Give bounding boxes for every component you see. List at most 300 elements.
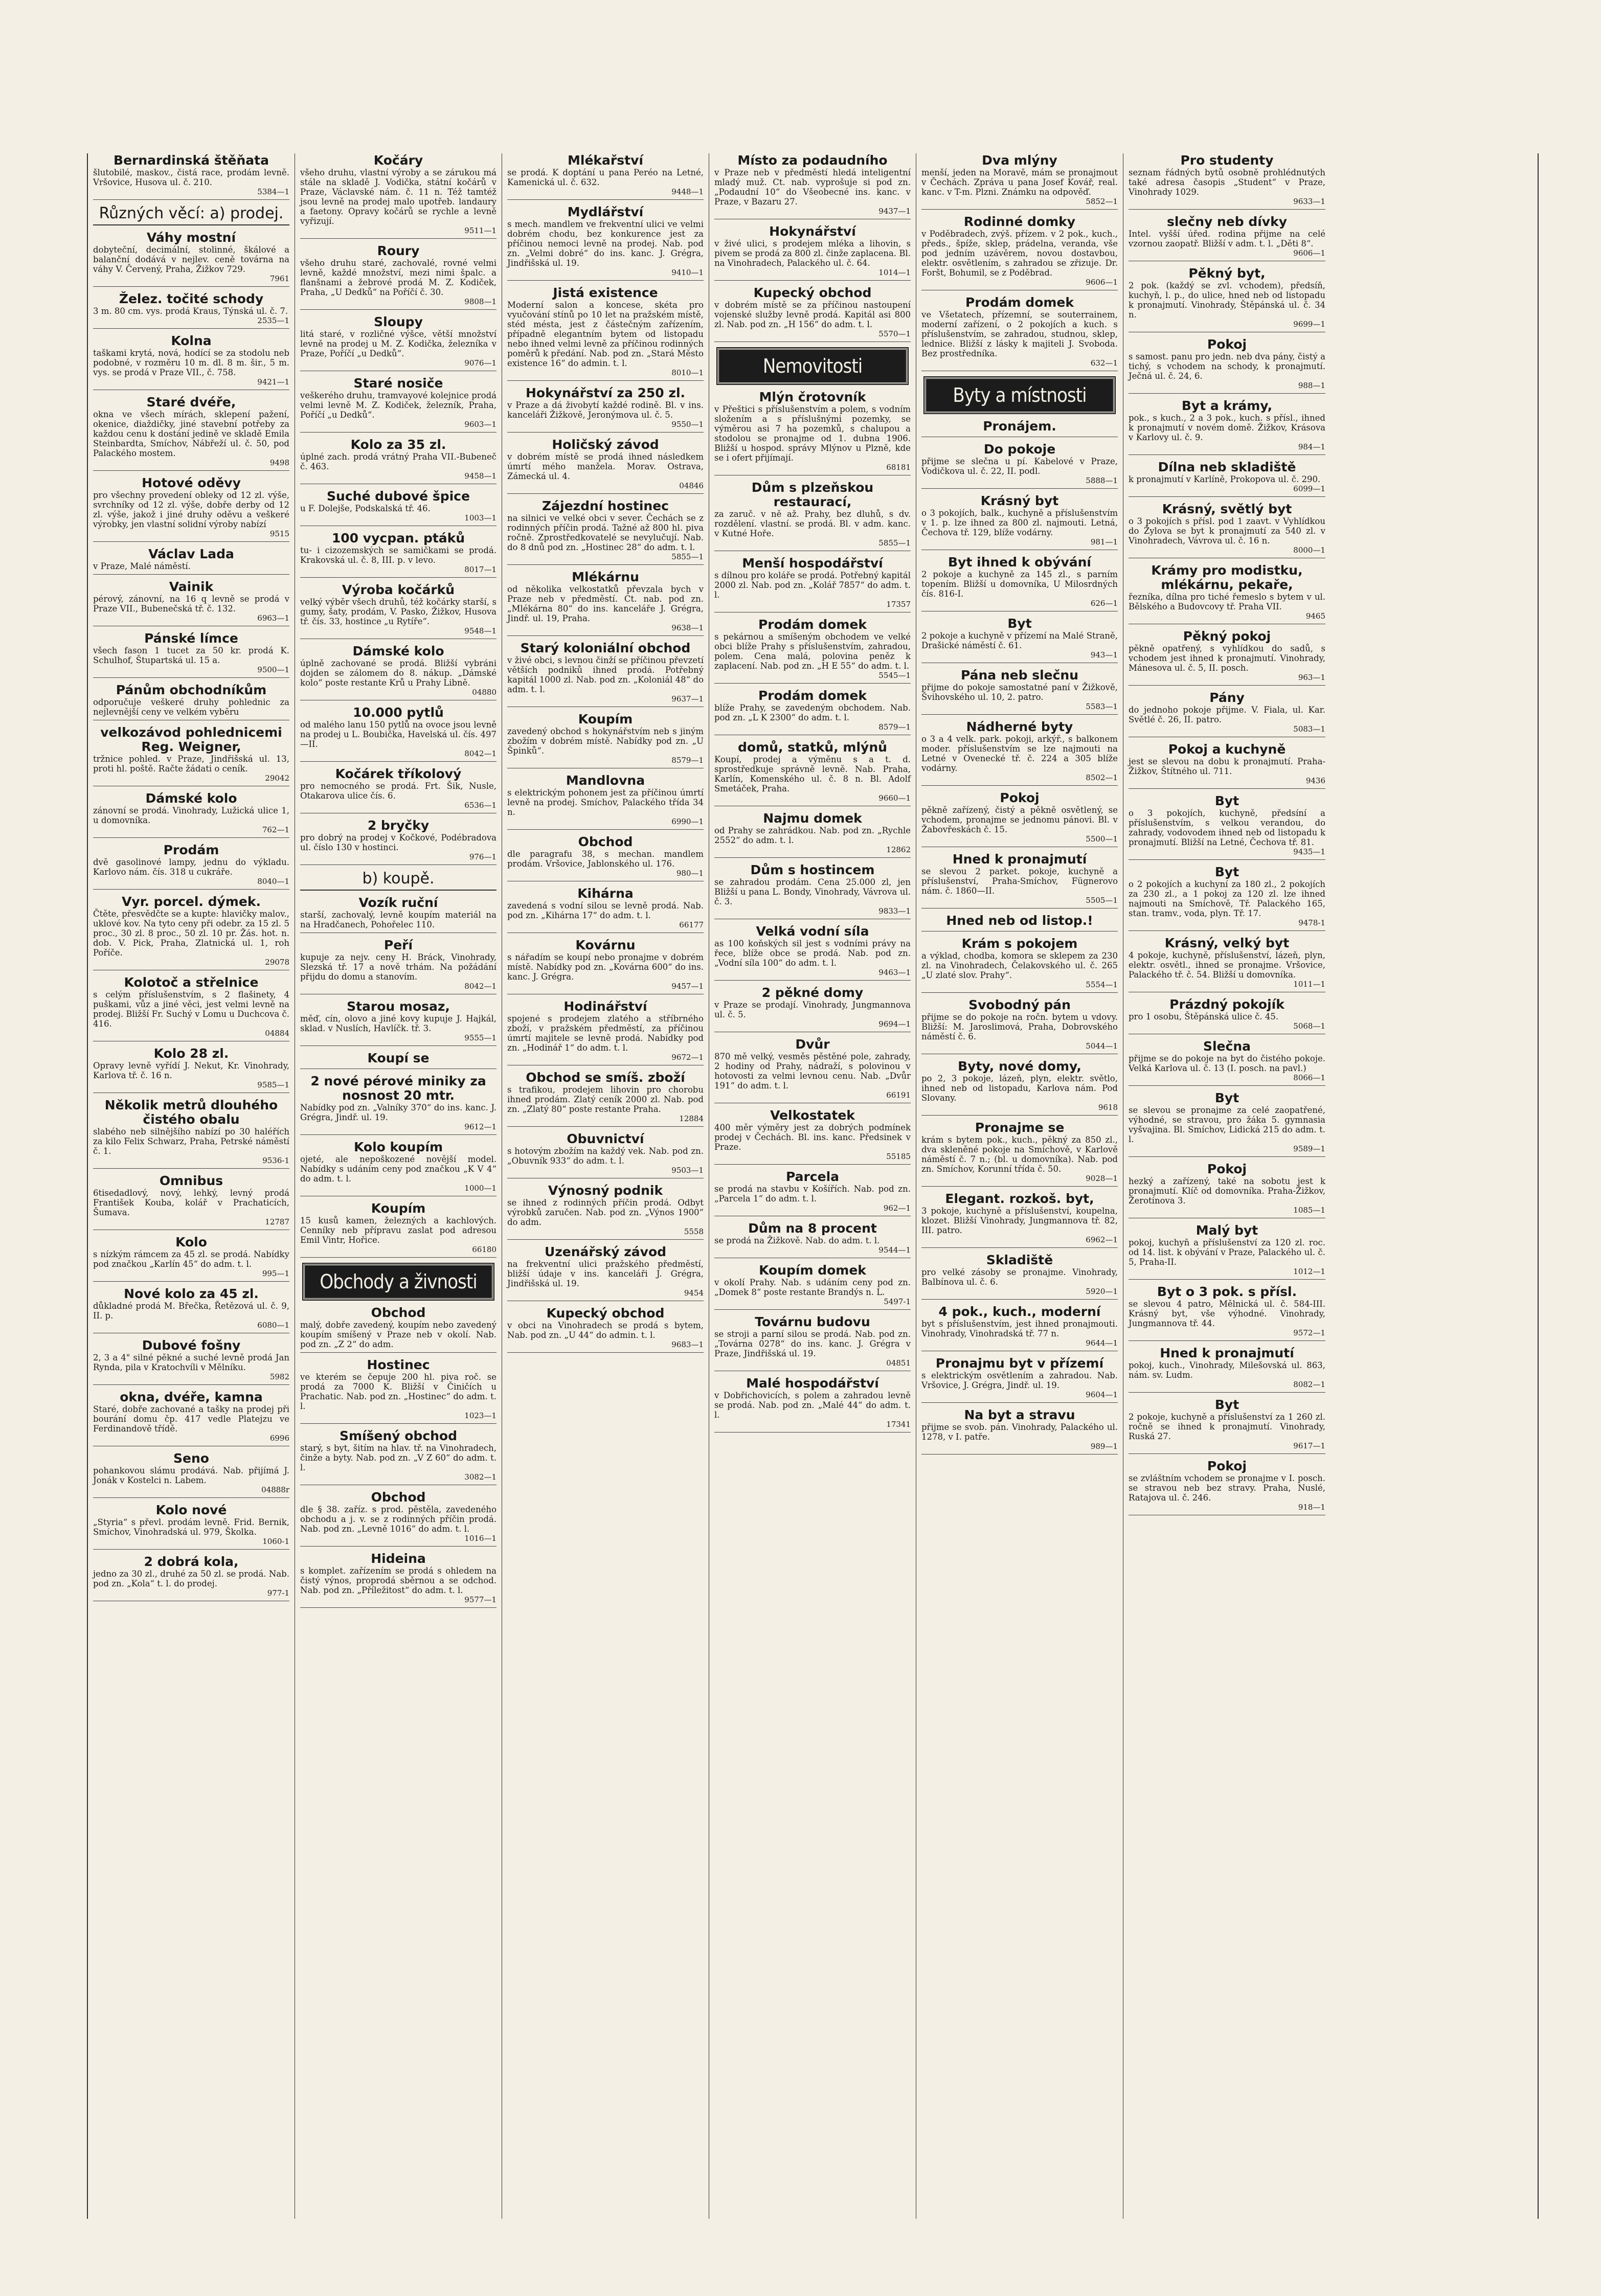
- ad-reference-number: 9548—1: [464, 626, 497, 635]
- classified-ad: [93, 231, 289, 287]
- ad-reference-number: 9463—1: [878, 968, 911, 977]
- ad-title: Pána neb slečnu: [960, 668, 1079, 683]
- ad-title: Pro studenty: [1180, 153, 1274, 168]
- ad-title: Výroba kočárků: [342, 582, 455, 597]
- ad-reference-number: 66177: [679, 920, 704, 929]
- ad-reference-number: 6080—1: [257, 1321, 289, 1330]
- ad-reference-number: 1000—1: [464, 1184, 497, 1193]
- ad-reference-number: 9617—1: [1293, 1441, 1325, 1450]
- ad-reference-number: 9699—1: [1293, 320, 1325, 329]
- classified-ad: [1129, 997, 1325, 1034]
- classified-ad: [921, 852, 1118, 908]
- ad-title: Kupecký obchod: [753, 285, 872, 300]
- ad-title: velkozávod pohlednicemi Reg. Weigner,: [100, 725, 282, 754]
- ad-body: byt s příslušenstvím, jest ihned pronajmouti. Vinohrady, Vinohradská tř. 77 n.: [921, 1319, 1118, 1338]
- ad-body: tržnice pohled. v Praze, Jindřišská ul. 13, proti hl. poště. Račte žádati o ceník.: [93, 754, 289, 774]
- ad-title: Elegant. rozkoš. byt,: [945, 1191, 1094, 1206]
- ad-reference-number: 9500—1: [257, 665, 289, 674]
- ad-body: s nářadím se koupí nebo pronajme v dobrém místě. Nabídky pod zn. „Kovárna 600“ do ins. kanc. J. Grégra.: [507, 952, 704, 982]
- classified-ad: [921, 1356, 1118, 1403]
- classified-ad: [300, 938, 497, 994]
- ad-reference-number: 9498: [269, 458, 289, 467]
- ad-body: ojeté, ale nepoškozené novější model. Nabídky s udáním ceny pod značkou „K V 4“ do adm. t. l.: [300, 1154, 497, 1184]
- ad-body: v Praze, Malé náměstí.: [93, 561, 191, 571]
- classified-ad: [93, 1287, 289, 1333]
- section-banner: Obchody a živnosti: [303, 1264, 493, 1300]
- ad-body: do jednoho pokoje přijme. V. Fiala, ul. Kar. Světlé č. 26, II. patro.: [1129, 705, 1325, 724]
- ad-body: všech fason 1 tucet za 50 kr. prodá K. Schulhof, Štupartská ul. 15 a.: [93, 646, 289, 665]
- ad-reference-number: 9503—1: [671, 1166, 704, 1175]
- ad-body: 3 m. 80 cm. vys. prodá Kraus, Týnská ul. č. 7.: [93, 306, 288, 316]
- classified-ad: [93, 1390, 289, 1446]
- classified-ad: [93, 395, 289, 471]
- classified-ad: [921, 494, 1118, 550]
- classified-ad: [1129, 1039, 1325, 1086]
- ad-body: měď, cín, olovo a jiné kovy kupuje J. Hajkál, sklad. v Nuslích, Havlíčk. tř. 3.: [300, 1014, 497, 1033]
- classified-ad: [714, 1376, 911, 1433]
- ad-reference-number: 9589—1: [1293, 1144, 1325, 1153]
- ad-body: se prodá na stavbu v Košířích. Nab. pod zn. „Parcela 1“ do adm. t. l.: [714, 1184, 911, 1203]
- ad-reference-number: 5855—1: [671, 552, 704, 561]
- ad-title: Krásný, světlý byt: [1162, 502, 1292, 516]
- ad-reference-number: 04888r: [261, 1485, 289, 1494]
- columns: [88, 153, 1538, 2219]
- classified-ad: [93, 1338, 289, 1385]
- ad-body: „Styria“ s převl. prodám levně. Frid. Bernik, Smíchov, Vinohradská ul. 979, Školka.: [93, 1517, 289, 1537]
- ad-title: Slečna: [1203, 1039, 1251, 1054]
- ad-reference-number: 918—1: [1298, 1503, 1325, 1512]
- ad-title: okna, dvéře, kamna: [120, 1390, 263, 1404]
- ad-title: Kolo za 35 zl.: [350, 437, 446, 452]
- ad-body: o 3 pokojích, kuchyně, předsíní a příslušenstvím, s velkou verandou, do zahrady, vodovodem ihned neb od listopadu k pronajmutí. Bližší na Letné, Čechova tř. 81.: [1129, 808, 1325, 847]
- ad-body: v živé ulici, s prodejem mléka a lihovin, s pivem se prodá za 800 zl. činže zaplacena. Bl. na Vinohradech, Palackého ul. č. 64.: [714, 239, 911, 268]
- ad-reference-number: 9465: [1305, 611, 1325, 621]
- classified-ad: [714, 618, 911, 684]
- classified-ad: [93, 1451, 289, 1498]
- ad-body: se slevou 2 parket. pokoje, kuchyně a příslušenství, Praha-Smíchov, Fügnerovo nám. č. 1860—II.: [921, 867, 1118, 896]
- ad-reference-number: 762—1: [262, 825, 289, 834]
- ad-reference-number: 1012—1: [1293, 1267, 1325, 1276]
- classified-ad: [714, 811, 911, 858]
- ad-reference-number: 980—1: [676, 869, 704, 878]
- ad-body: s samost. panu pro jedn. neb dva pány, čistý a tichý, s vchodem na schody, k pronajmutí. Ječná ul. č. 24, 6.: [1129, 352, 1325, 381]
- ad-body: od Prahy se zahrádkou. Nab. pod zn. „Rychle 2552“ do adm. t. l.: [714, 826, 911, 845]
- ad-reference-number: 988—1: [1298, 381, 1325, 390]
- classified-ad: [1129, 1091, 1325, 1157]
- ad-body: 2 pokoje a kuchyně za 145 zl., s parním topením. Bližší u domovníka, U Milosrdných čís. 816-I.: [921, 570, 1118, 599]
- ad-body: v Dobřichovicích, s polem a zahradou levně se prodá. Nab. pod zn. „Malé 44“ do adm. t. l.: [714, 1391, 911, 1420]
- classified-ad: [1129, 691, 1325, 737]
- column-4: [709, 153, 916, 2219]
- ad-title: Malý byt: [1196, 1223, 1258, 1238]
- ad-title: Hned neb od listop.!: [946, 913, 1093, 928]
- ad-title: Nové kolo za 45 zl.: [124, 1286, 259, 1301]
- classified-ad: [1129, 1398, 1325, 1454]
- ad-reference-number: 9515: [269, 529, 289, 538]
- ad-title: Malé hospodářství: [746, 1376, 879, 1391]
- classified-ad: [300, 583, 497, 639]
- ad-body: pro velké zásoby se pronajme. Vinohrady, Balbínova ul. č. 6.: [921, 1267, 1118, 1287]
- classified-ad: [300, 819, 497, 865]
- ad-body: na frekventní ulici pražského předměstí, bližší údaje v ins. kanceláři J. Grégra, Jindřišská ul. 19.: [507, 1259, 704, 1288]
- ad-reference-number: 17341: [886, 1420, 911, 1429]
- ad-reference-number: 5505—1: [1086, 896, 1118, 905]
- classified-ad: [714, 740, 911, 806]
- ad-reference-number: 1014—1: [878, 268, 911, 277]
- ad-title: Byt: [1214, 1090, 1239, 1105]
- ad-reference-number: 8082—1: [1293, 1380, 1325, 1389]
- ad-reference-number: 1085—1: [1293, 1206, 1325, 1215]
- classified-ad: [507, 1245, 704, 1301]
- classified-ad: [93, 153, 289, 200]
- classified-ad: [507, 835, 704, 881]
- ad-title: Obuvnictví: [567, 1131, 644, 1146]
- ad-title: Pokoj: [1000, 790, 1040, 805]
- ad-reference-number: 6990—1: [671, 817, 704, 826]
- ad-reference-number: 9603—1: [464, 420, 497, 429]
- classified-ad: [921, 914, 1118, 931]
- ad-reference-number: 9618: [1098, 1103, 1118, 1112]
- ad-reference-number: 17357: [886, 600, 911, 609]
- classified-ad: [300, 1051, 497, 1069]
- ad-title: Hned k pronajmutí: [952, 852, 1087, 867]
- ad-title: Dubové fošny: [142, 1338, 241, 1353]
- ad-title: Zájezdní hostinec: [542, 498, 669, 513]
- classified-ad: [300, 438, 497, 484]
- ad-reference-number: 6536—1: [464, 801, 497, 810]
- classified-ad: [714, 1221, 911, 1258]
- ad-body: veškerého druhu, tramvayové kolejnice prodá velmi levně M. Z. Kodiček, železník, Praha, Poříčí „u Dedků“.: [300, 391, 497, 420]
- ad-body: s nízkým rámcem za 45 zl. se prodá. Nabídky pod značkou „Karlín 45“ do adm. t. l.: [93, 1249, 289, 1269]
- classified-ad: [1129, 794, 1325, 860]
- ad-title: Omnibus: [159, 1173, 223, 1188]
- classified-ad: [93, 631, 289, 678]
- classified-ad: [300, 376, 497, 433]
- ad-title: Vainik: [169, 579, 214, 594]
- ad-body: v Přeštici s příslušenstvím a polem, s vodním složením a s příslušnými pozemky, se výměrou asi 7 ha pozemků, s chalupou a stodolou se pronajme od 1. dubna 1906. Bližší u hospod. správy Mlýnov u Plzně, kde se i ofert přijímají.: [714, 404, 911, 463]
- classified-ad: [1129, 153, 1325, 210]
- classified-ad: [93, 725, 289, 786]
- ad-reference-number: 626—1: [1090, 599, 1118, 608]
- classified-ad: [1129, 1223, 1325, 1280]
- classified-ad: [507, 438, 704, 494]
- ad-reference-number: 1016—1: [464, 1534, 497, 1543]
- ad-title: Prázdný pokojík: [1169, 997, 1284, 1012]
- column-6: [1123, 153, 1331, 2219]
- ad-reference-number: 1023—1: [464, 1411, 497, 1420]
- ad-title: Vozík ruční: [358, 895, 438, 910]
- classified-ad: [921, 153, 1118, 210]
- ad-reference-number: 9808—1: [464, 297, 497, 306]
- ad-reference-number: 12862: [886, 845, 911, 854]
- ad-reference-number: 9606—1: [1293, 248, 1325, 258]
- ad-body: starý, s byt, šitím na hlav. tř. na Vinohradech, činže a byty. Nab. pod zn. „V Z 60“ do adm. t. l.: [300, 1443, 497, 1472]
- ad-reference-number: 04880: [472, 688, 497, 697]
- ad-title: Velkostatek: [770, 1108, 855, 1123]
- ad-body: s celým příslušenstvím, s 2 flašinety, 4 puškami, vůz a jiné věci, jest velmi levně na prodej. Bližší Fr. Suchý v Lomu u Duchcova č. 416.: [93, 990, 289, 1029]
- classified-ad: [714, 390, 911, 475]
- ad-reference-number: 55185: [886, 1152, 911, 1161]
- ad-title: Byt: [1214, 865, 1239, 879]
- ad-body: po 2, 3 pokoje, lázeň, plyn, elektr. světlo, ihned neb od listopadu, Karlova nám. Pod Slovany.: [921, 1074, 1118, 1103]
- classified-ad: [714, 1170, 911, 1216]
- ad-title: Seno: [173, 1451, 209, 1466]
- ad-body: od malého lanu 150 pytlů na ovoce jsou levně na prodej u L. Boubička, Havelská ul. čís. 497—II.: [300, 720, 497, 749]
- ad-title: Kolo koupím: [354, 1140, 443, 1154]
- ad-title: Suché dubové špice: [327, 489, 470, 504]
- ad-title: slečny neb dívky: [1166, 214, 1288, 229]
- ad-reference-number: 9421—1: [257, 377, 289, 387]
- classified-ad: [1129, 563, 1325, 624]
- ad-reference-number: 9028—1: [1086, 1174, 1118, 1183]
- ad-reference-number: 5545—1: [878, 671, 911, 680]
- ad-body: zavedená s vodní silou se levně prodá. Nab. pod zn. „Kihárna 17“ do adm. t. l.: [507, 901, 704, 920]
- ad-body: v Praze neb v předměstí hledá inteligentní mladý muž. Ct. nab. vyprošuje si pod zn. „Podaudní 10“ do Všeobecné ins. kanc. v Praze, v Bazaru 27.: [714, 168, 911, 207]
- ad-reference-number: 8042—1: [464, 749, 497, 758]
- classified-ad: [921, 215, 1118, 290]
- classified-ad: [93, 843, 289, 890]
- ad-reference-number: 6962—1: [1086, 1235, 1118, 1244]
- classified-ad: [921, 1121, 1118, 1187]
- ad-reference-number: 9555—1: [464, 1033, 497, 1042]
- ad-title: Krásný, velký byt: [1164, 936, 1290, 950]
- classified-ad: [507, 774, 704, 830]
- classified-ad: [300, 489, 497, 526]
- ad-title: Velká vodní síla: [756, 924, 869, 939]
- ad-body: se prodá. K doptání u pana Peréo na Letné, Kamenická ul. č. 632.: [507, 168, 704, 187]
- ad-reference-number: 9694—1: [878, 1019, 911, 1029]
- ad-body: pěkně opatřený, s vyhlídkou do sadů, s vchodem jest ihned k pronajmutí. Vinohrady, Mánesova ul. č. 5, II. posch.: [1129, 644, 1325, 673]
- ad-body: na silnici ve velké obci v sever. Čechách se z rodinných příčin prodá. Tažné až 800 hl. piva ročně. Zprostředkovatelé se nevylučují. Nab. do 8 dnů pod zn. „Hostinec 28“ do adm. t. l.: [507, 513, 704, 552]
- newspaper-page: [87, 153, 1539, 2219]
- ad-reference-number: 5888—1: [1086, 476, 1118, 485]
- ad-reference-number: 5083—1: [1293, 724, 1325, 734]
- ad-reference-number: 2535—1: [257, 316, 289, 325]
- ad-reference-number: 7961: [269, 274, 289, 283]
- section-heading: Různých věcí: a) prodej.: [93, 205, 289, 225]
- ad-body: pohankovou slámu prodává. Nab. přijímá J. Jonák v Kostelci n. Labem.: [93, 1466, 289, 1485]
- ad-body: s trafikou, prodejem lihovin pro chorobu ihned prodám. Zlatý ceník 2000 zl. Nab. pod zn. „Zlatý 80“ poste restante Praha.: [507, 1085, 704, 1114]
- classified-ad: [714, 481, 911, 551]
- classified-ad: [507, 886, 704, 933]
- ad-body: o 3 pokojích, balk., kuchyně a příslušenstvím v 1. p. lze ihned za 800 zl. najmouti. Letná, Čechova tř. 129, blíže vodárny.: [921, 508, 1118, 537]
- ad-reference-number: 6996: [269, 1434, 289, 1443]
- ad-title: Pány: [1209, 690, 1245, 705]
- ad-body: 2 pokoje, kuchyně a příslušenství za 1 260 zl. ročně se ihned k pronajmutí. Vinohrady, Ruská 27.: [1129, 1412, 1325, 1441]
- ad-body: zánovní se prodá. Vinohrady, Lužická ulice 1, u domovníka.: [93, 806, 289, 825]
- ad-reference-number: 5558: [684, 1227, 704, 1236]
- ad-body: dle paragrafu 38, s mechan. mandlem prodám. Vršovice, Jablonského ul. 176.: [507, 849, 704, 869]
- classified-ad: [714, 224, 911, 281]
- ad-title: Pronájem.: [983, 419, 1056, 434]
- classified-ad: [714, 286, 911, 342]
- section-banner: Byty a místnosti: [924, 377, 1115, 413]
- classified-ad: [93, 1174, 289, 1230]
- classified-ad: [93, 334, 289, 390]
- ad-title: Kolotoč a střelnice: [124, 975, 259, 990]
- ad-body: od několika velkostatků převzala bych v Praze neb v předměstí. Ct. nab. pod zn. „Mlékárna 80“ do ins. kanceláře J. Grégra, Jindř. ul. 19, Praha.: [507, 584, 704, 623]
- ad-title: Pronajmu byt v přízemí: [935, 1356, 1104, 1371]
- ad-reference-number: 6099—1: [1293, 484, 1325, 493]
- ad-reference-number: 8579—1: [878, 722, 911, 732]
- ad-title: Staré nosiče: [353, 376, 443, 391]
- ad-reference-number: 9606—1: [1086, 278, 1118, 287]
- classified-ad: [921, 555, 1118, 611]
- ad-title: Obchod: [371, 1490, 426, 1505]
- ad-reference-number: 9436: [1305, 776, 1325, 785]
- ad-body: pro nemocného se prodá. Frt. Šik, Nusle, Otakarova ulice čís. 6.: [300, 781, 497, 801]
- ad-reference-number: 5497-1: [884, 1297, 911, 1306]
- ad-reference-number: 9536-1: [262, 1156, 289, 1165]
- ad-reference-number: 3082—1: [464, 1472, 497, 1482]
- ad-title: Pánské límce: [144, 631, 238, 646]
- ad-body: a výklad, chodba, komora se sklepem za 230 zl. na Vinohradech, Čelakovského ul. č. 265 „U zlaté slov. Prahy“.: [921, 951, 1118, 980]
- ad-title: Holičský závod: [552, 437, 659, 452]
- ad-title: Byt: [1214, 793, 1239, 808]
- ad-body: u F. Dolejše, Podskalská tř. 46.: [300, 504, 431, 513]
- ad-body: v dobrém místě se za příčinou nastoupení vojenské služby levně prodá. Kapitál asi 800 zl. Nab. pod zn. „H 156“ do adm. t. l.: [714, 300, 911, 329]
- ad-reference-number: 8010—1: [671, 368, 704, 377]
- classified-ad: [921, 720, 1118, 786]
- ad-body: Staré, dobře zachované a tašky na prodej při bourání domu čp. 417 vedle Platejzu ve Ferdinandově třídě.: [93, 1404, 289, 1434]
- ad-reference-number: 9478-1: [1298, 918, 1325, 927]
- ad-body: v Praze se prodají. Vinohrady, Jungmannova ul. č. 5.: [714, 1000, 911, 1019]
- ad-body: ve Všetatech, přízemní, se souterrainem, moderní zařízení, o 2 pokojích a kuch. s příslušenstvím, se zahradou, studnou, sklep, lednice. Bližší z lásky k majiteli J. Svoboda. Bez prostředníka.: [921, 310, 1118, 358]
- classified-ad: [921, 1253, 1118, 1300]
- classified-ad: [507, 570, 704, 636]
- ad-body: ve kterém se čepuje 200 hl. piva roč. se prodá za 7000 K. Bližší v Činičích u Prachatic. Nab. pod zn. „Hostinec“ do adm. t. l.: [300, 1372, 497, 1411]
- ad-body: se prodá na Žižkově. Nab. do adm. t. l.: [714, 1236, 880, 1245]
- ad-title: Václav Lada: [148, 547, 234, 561]
- column-5: [916, 153, 1123, 2219]
- classified-ad: [921, 442, 1118, 489]
- ad-title: 100 vycpan. ptáků: [331, 531, 465, 545]
- ad-reference-number: 5068—1: [1293, 1021, 1325, 1031]
- ad-title: Roury: [377, 243, 420, 258]
- ad-reference-number: 9572—1: [1293, 1328, 1325, 1337]
- ad-reference-number: 5500—1: [1086, 834, 1118, 844]
- classified-ad: [714, 863, 911, 919]
- classified-ad: [300, 1201, 497, 1258]
- ad-body: menší, jeden na Moravě, mám se pronajmout v Čechách. Zpráva u pana Josef Kovář, real. kanc. v T-m. Plzni. Známku na odpověď.: [921, 168, 1118, 197]
- ad-reference-number: 9458—1: [464, 471, 497, 481]
- ad-title: Mlékařství: [568, 153, 643, 168]
- ad-title: Peří: [384, 938, 413, 952]
- ad-reference-number: 9550—1: [671, 420, 704, 429]
- classified-ad: [507, 712, 704, 768]
- ad-reference-number: 981—1: [1090, 537, 1118, 547]
- ad-title: Byt a krámy,: [1181, 398, 1273, 413]
- ad-reference-number: 8579—1: [671, 756, 704, 765]
- ad-title: Koupí se: [367, 1051, 430, 1065]
- ad-reference-number: 9076—1: [464, 358, 497, 368]
- ad-title: Prodám domek: [758, 617, 867, 632]
- classified-ad: [300, 644, 497, 700]
- classified-ad: [1129, 1285, 1325, 1341]
- classified-ad: [1129, 936, 1325, 992]
- ad-title: Váhy mostní: [146, 230, 236, 245]
- ad-body: krám s bytem pok., kuch., pěkný za 850 zl., dva skleněné pokoje na Smíchově, v Karlově náměstí č. 7 n.; (bl. u domovníka). Nab. pod zn. Smíchov, Korunní třída č. 50.: [921, 1135, 1118, 1174]
- ad-reference-number: 9672—1: [671, 1053, 704, 1062]
- ad-body: pok., s kuch., 2 a 3 pok., kuch. s přísl., ihned k pronajmutí v novém domě. Žižkov, Krásova v Karlovy ul. č. 9.: [1129, 413, 1325, 442]
- ad-title: Prodám: [163, 843, 219, 857]
- classified-ad: [300, 1306, 497, 1353]
- ad-reference-number: 1011—1: [1293, 980, 1325, 989]
- ad-reference-number: 5855—1: [878, 538, 911, 548]
- ad-title: Pokoj: [1207, 337, 1247, 352]
- ad-title: Dva mlýny: [982, 153, 1057, 168]
- ad-title: Pronajme se: [975, 1120, 1065, 1135]
- classified-ad: [93, 547, 289, 575]
- ad-body: s elektrickým pohonem jest za příčinou úmrtí levně na prodej. Smíchov, Palackého třída 34 n.: [507, 788, 704, 817]
- ad-title: Pěkný byt,: [1188, 266, 1266, 281]
- classified-ad: [1129, 337, 1325, 394]
- ad-title: Svobodný pán: [968, 997, 1071, 1012]
- ad-title: Smíšený obchod: [339, 1428, 458, 1443]
- ad-body: 6tisedadlový, nový, lehký, levný prodá František Kouba, kolář v Prachaticích, Šumava.: [93, 1188, 289, 1217]
- ad-body: malý, dobře zavedený, koupím nebo zavedený koupím smíšený v Praze neb v okolí. Nab. pod zn. „Z 2“ do adm.: [300, 1320, 497, 1349]
- ad-title: Na byt a stravu: [964, 1407, 1075, 1422]
- ad-title: Byt ihned k obývání: [948, 555, 1091, 570]
- ad-body: Koupí, prodej a výměnu s a t. d. sprostředkuje správně levně. Nab. Praha, Karlín, Komenského ul. č. 8 n. Bl. Adolf Smetáček, Praha.: [714, 755, 911, 793]
- classified-ad: [93, 895, 289, 970]
- ad-title: 2 nové pérové miniky za nosnost 20 mtr.: [310, 1074, 486, 1103]
- classified-ad: [300, 1140, 497, 1196]
- ad-title: Najmu domek: [763, 811, 862, 826]
- ad-title: Nádherné byty: [966, 719, 1073, 734]
- ad-body: se zvláštním vchodem se pronajme v I. posch. se stravou neb bez stravy. Praha, Nuslé, Ratajova ul. č. 246.: [1129, 1473, 1325, 1503]
- ad-reference-number: 962—1: [883, 1203, 911, 1213]
- classified-ad: [93, 1047, 289, 1093]
- ad-body: přijme se do pokoje na ročn. bytem u vdovy. Bližší: M. Jaroslimová, Praha, Dobrovského náměstí č. 6.: [921, 1012, 1118, 1041]
- ad-title: Kolna: [171, 333, 212, 348]
- ad-title: 10.000 pytlů: [353, 705, 444, 720]
- classified-ad: [507, 1071, 704, 1127]
- classified-ad: [921, 791, 1118, 847]
- ad-reference-number: 5570—1: [878, 329, 911, 338]
- ad-body: jest se slevou na dobu k pronajmutí. Praha-Žižkov, Štítného ul. 711.: [1129, 757, 1325, 776]
- ad-reference-number: 9457—1: [671, 982, 704, 991]
- classified-ad: [1129, 215, 1325, 261]
- ad-title: 4 pok., kuch., moderní: [938, 1304, 1101, 1319]
- classified-ad: [714, 924, 911, 981]
- ad-title: Několik metrů dlouhého čistého obalu: [104, 1098, 278, 1127]
- ad-title: Pánům obchodníkům: [116, 683, 267, 697]
- ad-body: v obci na Vinohradech se prodá s bytem, Nab. pod zn. „U 44“ do admin. t. l.: [507, 1321, 704, 1340]
- ad-body: as 100 koňských sil jest s vodními právy na řece, blíže obce se prodá. Nab. pod zn. „Vodní síla 100“ do adm. t. l.: [714, 939, 911, 968]
- ad-title: 2 bryčky: [367, 818, 430, 833]
- ad-title: Krásný byt: [980, 493, 1059, 508]
- classified-ad: [1129, 629, 1325, 686]
- classified-ad: [93, 791, 289, 838]
- ad-reference-number: 8017—1: [464, 565, 497, 574]
- ad-title: Kovárnu: [575, 938, 636, 952]
- classified-ad: [1129, 502, 1325, 558]
- classified-ad: [93, 1098, 289, 1169]
- ad-reference-number: 66180: [472, 1245, 497, 1254]
- ad-reference-number: 8000—1: [1293, 545, 1325, 555]
- ad-reference-number: 976—1: [469, 852, 497, 861]
- ad-title: Hostinec: [367, 1357, 430, 1372]
- ad-body: 4 pokoje, kuchyně, příslušenství, lázeň, plyn, elektr. osvětl., ihned se pronajme. Vršovice, Palackého tř. č. 54. Bližší u domovníka.: [1129, 950, 1325, 980]
- ad-reference-number: 9604—1: [1086, 1390, 1118, 1399]
- ad-title: Mandlovna: [566, 773, 645, 788]
- ad-reference-number: 632—1: [1090, 358, 1118, 368]
- ad-reference-number: 5044—1: [1086, 1041, 1118, 1051]
- ad-title: Hned k pronajmutí: [1160, 1346, 1294, 1360]
- ad-reference-number: 68181: [886, 463, 911, 472]
- ad-body: o 3 pokojích s přísl. pod 1 zaavt. v Vyhlídkou do Žylova se byt k pronajmutí za 540 zl. v Vinohradech, Vávrova ul. č. 16 n.: [1129, 516, 1325, 545]
